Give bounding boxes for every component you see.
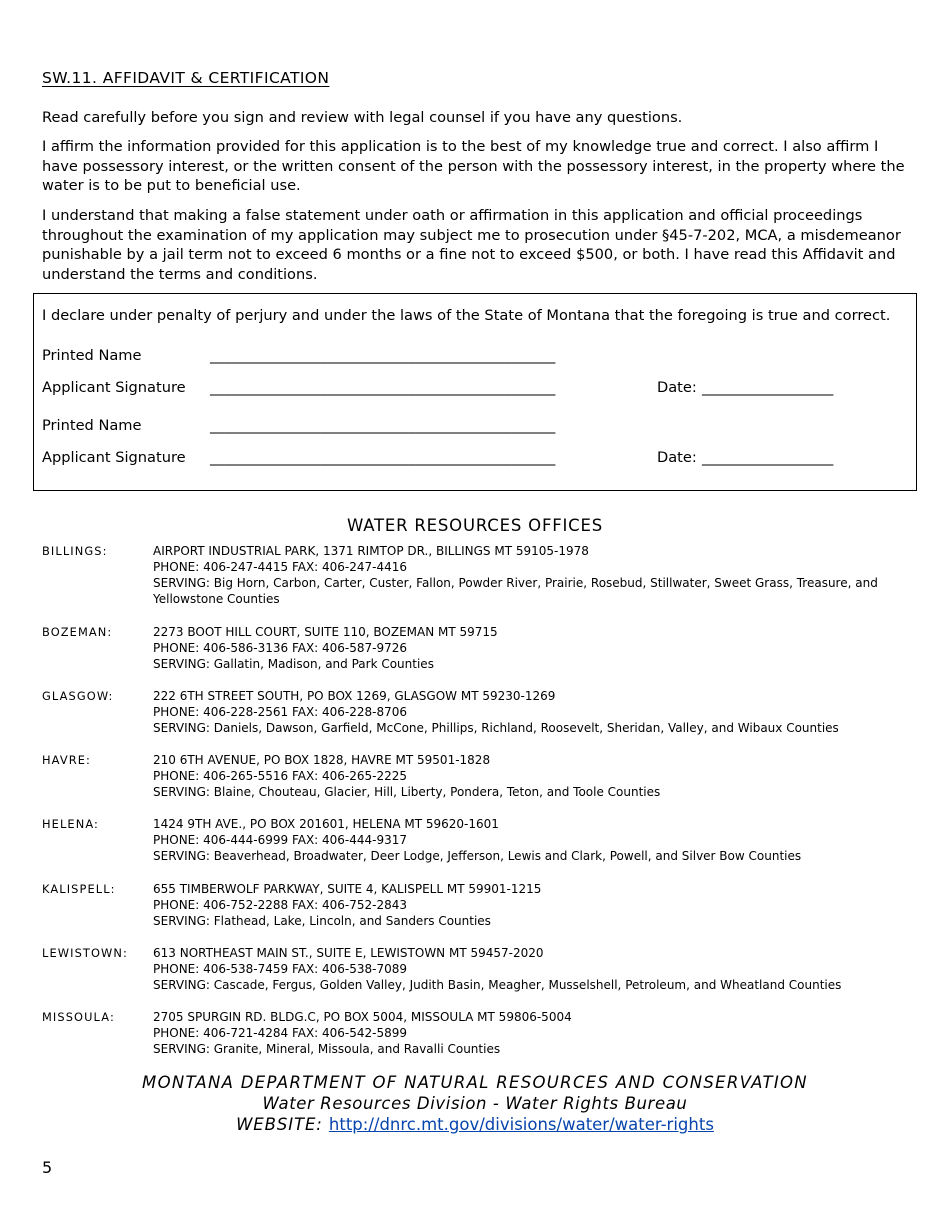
department-name: MONTANA DEPARTMENT OF NATURAL RESOURCES AND CONSERVATION (142, 1073, 808, 1092)
date-label: Date: (657, 379, 697, 396)
declaration-text: I declare under penalty of perjury and under the laws of the State of Montana that the foregoing is true and correct. (42, 307, 891, 324)
footer (0, 1072, 950, 1136)
office-city: HELENA: (42, 817, 99, 831)
false-statement-paragraph: I understand that making a false statement under oath or affirmation in this application and official proceedings throughout the examination of my application may subject me to prosecution under §45-7-202, MCA, a misdemeanor punishable by a jail term not to exceed 6 months or a fine not to exceed $500, or both. I have read this Affidavit and understand the terms and conditions. (42, 207, 901, 283)
section-title: SW.11. AFFIDAVIT & CERTIFICATION (42, 69, 330, 87)
office-serving: SERVING: Cascade, Fergus, Golden Valley, Judith Basin, Meagher, Musselshell, Petroleum, and Wheatland Counties (153, 978, 842, 993)
office-serving: SERVING: Granite, Mineral, Missoula, and Ravalli Counties (153, 1042, 501, 1057)
office-city: LEWISTOWN: (42, 946, 128, 960)
office-address: 655 TIMBERWOLF PARKWAY, SUITE 4, KALISPELL MT 59901-1215 (153, 882, 542, 896)
declaration-box (33, 293, 917, 491)
offices-title: WATER RESOURCES OFFICES (346, 516, 604, 535)
office-serving: SERVING: Blaine, Chouteau, Glacier, Hill, Liberty, Pondera, Teton, and Toole Counties (153, 785, 661, 800)
office-address: 613 NORTHEAST MAIN ST., SUITE E, LEWISTOWN MT 59457-2020 (153, 946, 544, 960)
printed-name-label: Printed Name (42, 347, 142, 364)
page-number: 5 (42, 1158, 53, 1177)
office-address: 2273 BOOT HILL COURT, SUITE 110, BOZEMAN MT 59715 (153, 625, 498, 639)
office-phone: PHONE: 406-247-4415 FAX: 406-247-4416 (153, 560, 408, 575)
affirmation-paragraph: I affirm the information provided for this application is to the best of my knowledge true and correct. I also affirm I have possessory interest, or the written consent of the person with the possessory interest, in the property where the water is to be put to beneficial use. (42, 138, 905, 195)
website-link[interactable]: http://dnrc.mt.gov/divisions/water/water-rights (328, 1115, 714, 1134)
office-serving: SERVING: Big Horn, Carbon, Carter, Custer, Fallon, Powder River, Prairie, Rosebud, Stillwater, Sweet Grass, Treasure, and Yellowstone Counties (153, 576, 878, 607)
office-serving: SERVING: Gallatin, Madison, and Park Counties (153, 657, 434, 672)
office-address: 1424 9TH AVE., PO BOX 201601, HELENA MT 59620-1601 (153, 817, 499, 831)
signature-label: Applicant Signature (42, 449, 186, 466)
office-city: BILLINGS: (42, 544, 108, 558)
office-serving: SERVING: Beaverhead, Broadwater, Deer Lodge, Jefferson, Lewis and Clark, Powell, and Silver Bow Counties (153, 849, 802, 864)
division-name: Water Resources Division - Water Rights Bureau (262, 1094, 688, 1113)
website-line (0, 1114, 950, 1136)
office-city: HAVRE: (42, 753, 91, 767)
office-serving: SERVING: Daniels, Dawson, Garfield, McCone, Phillips, Richland, Roosevelt, Sheridan, Valley, and Wibaux Counties (153, 721, 839, 736)
date-field[interactable]: __________________ (702, 449, 834, 466)
date-field[interactable]: __________________ (702, 379, 834, 396)
printed-name-label: Printed Name (42, 417, 142, 434)
office-phone: PHONE: 406-752-2288 FAX: 406-752-2843 (153, 898, 408, 913)
instruction-paragraph: Read carefully before you sign and review with legal counsel if you have any questions. (42, 109, 683, 126)
office-city: GLASGOW: (42, 689, 114, 703)
signature-field[interactable]: _______________________________________________ (210, 449, 556, 466)
printed-name-field[interactable]: _______________________________________________ (210, 417, 556, 434)
office-address: 222 6TH STREET SOUTH, PO BOX 1269, GLASGOW MT 59230-1269 (153, 689, 556, 703)
office-address: 210 6TH AVENUE, PO BOX 1828, HAVRE MT 59501-1828 (153, 753, 491, 767)
date-label: Date: (657, 449, 697, 466)
office-city: MISSOULA: (42, 1010, 115, 1024)
office-phone: PHONE: 406-444-6999 FAX: 406-444-9317 (153, 833, 408, 848)
website-label: WEBSITE: (236, 1115, 323, 1134)
office-address: 2705 SPURGIN RD. BLDG.C, PO BOX 5004, MISSOULA MT 59806-5004 (153, 1010, 572, 1024)
signature-label: Applicant Signature (42, 379, 186, 396)
office-phone: PHONE: 406-265-5516 FAX: 406-265-2225 (153, 769, 408, 784)
office-city: KALISPELL: (42, 882, 116, 896)
office-phone: PHONE: 406-721-4284 FAX: 406-542-5899 (153, 1026, 408, 1041)
office-phone: PHONE: 406-586-3136 FAX: 406-587-9726 (153, 641, 408, 656)
office-serving: SERVING: Flathead, Lake, Lincoln, and Sanders Counties (153, 914, 491, 929)
printed-name-field[interactable]: _______________________________________________ (210, 347, 556, 364)
office-phone: PHONE: 406-538-7459 FAX: 406-538-7089 (153, 962, 408, 977)
office-address: AIRPORT INDUSTRIAL PARK, 1371 RIMTOP DR., BILLINGS MT 59105-1978 (153, 544, 589, 558)
office-city: BOZEMAN: (42, 625, 113, 639)
signature-field[interactable]: _______________________________________________ (210, 379, 556, 396)
office-phone: PHONE: 406-228-2561 FAX: 406-228-8706 (153, 705, 408, 720)
